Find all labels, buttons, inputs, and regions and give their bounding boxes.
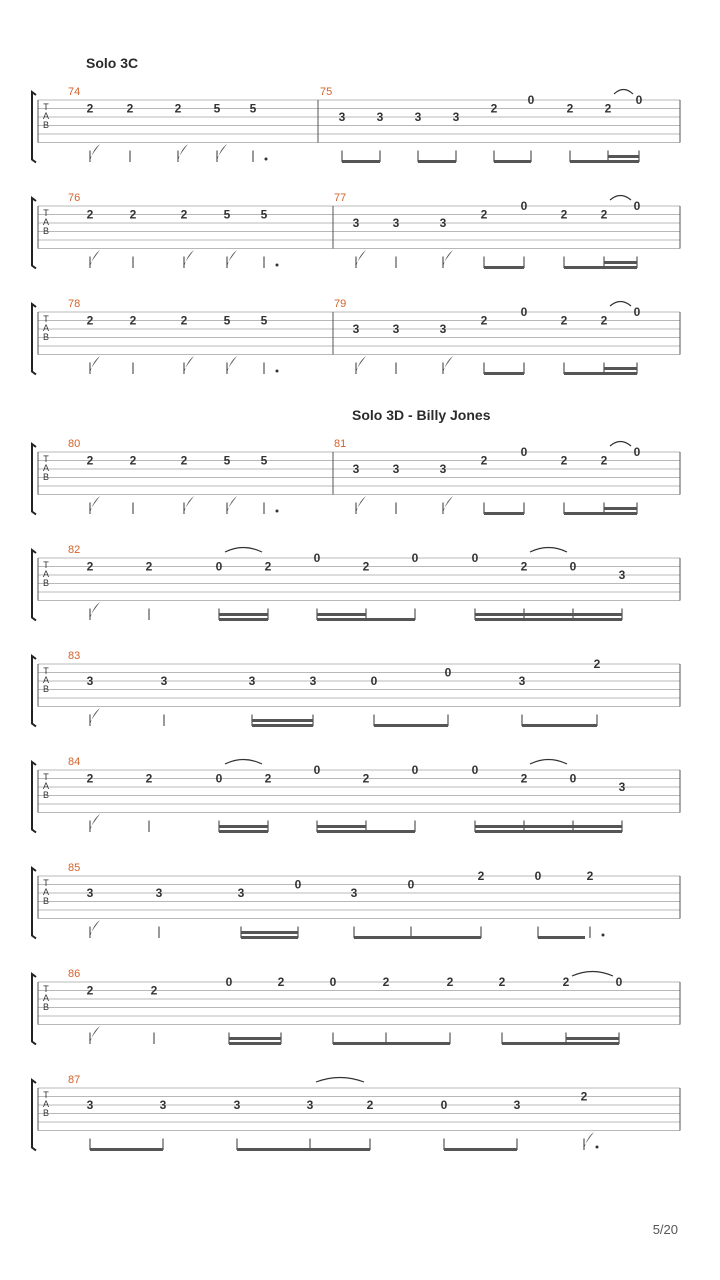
fret-number: 2 bbox=[264, 771, 272, 786]
fret-number: 3 bbox=[86, 674, 94, 688]
fret-number: 3 bbox=[155, 886, 163, 900]
tie-arc bbox=[225, 548, 262, 553]
fret-number: 3 bbox=[618, 780, 626, 794]
fret-number: 0 bbox=[444, 665, 452, 680]
fret-number: 3 bbox=[338, 110, 346, 124]
fret-number: 0 bbox=[520, 445, 528, 459]
note-beam bbox=[570, 160, 639, 163]
tab-clef-letter: T bbox=[43, 102, 49, 112]
tab-clef-letter: A bbox=[42, 887, 50, 897]
note-flag bbox=[90, 920, 100, 938]
fret-number: 3 bbox=[86, 1098, 94, 1112]
fret-number: 2 bbox=[600, 453, 608, 468]
dot bbox=[265, 158, 268, 161]
system-bracket bbox=[32, 198, 36, 269]
fret-number: 2 bbox=[145, 771, 153, 786]
fret-number: 2 bbox=[593, 657, 601, 671]
tie-arc bbox=[614, 90, 633, 95]
note-flag bbox=[356, 250, 366, 268]
tab-clef-letter: A bbox=[42, 675, 50, 685]
note-beam bbox=[219, 613, 268, 616]
system-bracket bbox=[32, 304, 36, 375]
fret-number: 3 bbox=[159, 1098, 167, 1112]
fret-number: 0 bbox=[471, 763, 479, 777]
system-bracket bbox=[32, 550, 36, 621]
measure-number: 82 bbox=[68, 544, 81, 556]
system-bracket bbox=[32, 656, 36, 727]
system-bracket bbox=[32, 1080, 36, 1151]
note-flag bbox=[90, 1026, 100, 1044]
note-beam bbox=[219, 830, 268, 833]
fret-number: 0 bbox=[569, 771, 577, 786]
tie-arc bbox=[610, 302, 631, 307]
section-title-solo-3d: Solo 3D - Billy Jones bbox=[352, 407, 491, 423]
fret-number: 0 bbox=[440, 1098, 448, 1112]
note-flag bbox=[227, 496, 237, 514]
fret-number: 0 bbox=[215, 771, 223, 786]
fret-number: 2 bbox=[480, 313, 488, 328]
fret-number: 0 bbox=[633, 305, 641, 319]
fret-number: 2 bbox=[560, 313, 568, 328]
fret-number: 2 bbox=[604, 101, 612, 116]
note-flag bbox=[184, 356, 194, 374]
fret-number: 3 bbox=[439, 216, 447, 230]
fret-number: 2 bbox=[86, 983, 94, 998]
fret-number: 3 bbox=[237, 886, 245, 900]
note-beam bbox=[484, 266, 524, 269]
fret-number: 3 bbox=[392, 462, 400, 476]
fret-number: 2 bbox=[362, 559, 370, 574]
tab-clef-letter: B bbox=[42, 1002, 50, 1012]
tab-clef-letter: B bbox=[42, 120, 50, 130]
note-beam bbox=[475, 613, 622, 616]
note-flag bbox=[90, 602, 100, 620]
tab-clef-letter: A bbox=[42, 569, 50, 579]
note-beam bbox=[484, 372, 524, 375]
tab-clef-letter: T bbox=[43, 314, 49, 324]
fret-number: 3 bbox=[352, 216, 360, 230]
fret-number: 2 bbox=[129, 453, 137, 468]
fret-number: 2 bbox=[86, 101, 94, 116]
fret-number: 2 bbox=[86, 313, 94, 328]
fret-number: 3 bbox=[452, 110, 460, 124]
fret-number: 0 bbox=[520, 305, 528, 319]
tab-clef-letter: B bbox=[42, 578, 50, 588]
page-indicator: 5/20 bbox=[652, 1222, 678, 1237]
tab-clef-letter: A bbox=[42, 993, 50, 1003]
tab-clef-letter: T bbox=[43, 560, 49, 570]
note-beam bbox=[494, 160, 531, 163]
note-flag bbox=[90, 496, 100, 514]
measure-number: 76 bbox=[68, 192, 81, 204]
fret-number: 2 bbox=[366, 1098, 374, 1112]
dot bbox=[276, 264, 279, 267]
note-flag bbox=[90, 356, 100, 374]
fret-number: 2 bbox=[566, 101, 574, 116]
fret-number: 0 bbox=[615, 975, 623, 989]
fret-number: 2 bbox=[446, 975, 454, 989]
dot bbox=[276, 370, 279, 373]
fret-number: 0 bbox=[313, 763, 321, 777]
fret-number: 0 bbox=[527, 93, 535, 107]
fret-number: 0 bbox=[215, 559, 223, 574]
measure-number: 86 bbox=[68, 968, 81, 980]
fret-number: 3 bbox=[513, 1098, 521, 1112]
fret-number: 2 bbox=[520, 771, 528, 786]
fret-number: 2 bbox=[264, 559, 272, 574]
fret-number: 2 bbox=[480, 207, 488, 222]
fret-number: 3 bbox=[160, 674, 168, 688]
note-beam bbox=[564, 266, 637, 269]
fret-number: 3 bbox=[392, 322, 400, 336]
note-beam bbox=[219, 618, 268, 621]
fret-number: 5 bbox=[223, 207, 231, 222]
measure-number: 83 bbox=[68, 650, 81, 662]
fret-number: 3 bbox=[306, 1098, 314, 1112]
fret-number: 2 bbox=[580, 1089, 588, 1104]
system-bracket bbox=[32, 444, 36, 515]
fret-number: 2 bbox=[174, 101, 182, 116]
fret-number: 2 bbox=[129, 207, 137, 222]
note-beam bbox=[374, 724, 448, 727]
tab-clef-letter: T bbox=[43, 454, 49, 464]
fret-number: 0 bbox=[411, 551, 419, 565]
note-beam bbox=[604, 507, 637, 510]
fret-number: 3 bbox=[86, 886, 94, 900]
fret-number: 0 bbox=[411, 763, 419, 777]
fret-number: 3 bbox=[414, 110, 422, 124]
tab-clef-letter: T bbox=[43, 878, 49, 888]
tab-clef-letter: T bbox=[43, 1090, 49, 1100]
note-beam bbox=[229, 1037, 281, 1040]
measure-number: 84 bbox=[68, 756, 81, 768]
note-flag bbox=[90, 708, 100, 726]
note-beam bbox=[229, 1042, 281, 1045]
note-flag bbox=[178, 144, 188, 162]
note-beam bbox=[317, 613, 366, 616]
note-beam bbox=[604, 261, 637, 264]
note-beam bbox=[475, 830, 622, 833]
measure-number: 79 bbox=[334, 298, 347, 310]
tab-clef-letter: T bbox=[43, 666, 49, 676]
fret-number: 5 bbox=[260, 453, 268, 468]
dot bbox=[602, 934, 605, 937]
fret-number: 0 bbox=[633, 199, 641, 213]
system-bracket bbox=[32, 868, 36, 939]
tab-clef-letter: B bbox=[42, 1108, 50, 1118]
tie-arc bbox=[316, 1078, 364, 1083]
fret-number: 5 bbox=[260, 313, 268, 328]
note-beam bbox=[237, 1148, 370, 1151]
fret-number: 3 bbox=[352, 462, 360, 476]
note-beam bbox=[241, 936, 298, 939]
measure-number: 78 bbox=[68, 298, 81, 310]
note-flag bbox=[356, 356, 366, 374]
measure-number: 81 bbox=[334, 438, 347, 450]
tab-clef-letter: A bbox=[42, 111, 50, 121]
dot bbox=[276, 510, 279, 513]
tab-clef-letter: T bbox=[43, 208, 49, 218]
note-flag bbox=[227, 356, 237, 374]
fret-number: 2 bbox=[560, 453, 568, 468]
tie-arc bbox=[610, 196, 631, 201]
dot bbox=[596, 1146, 599, 1149]
tab-clef-letter: A bbox=[42, 323, 50, 333]
note-beam bbox=[333, 1042, 450, 1045]
note-flag bbox=[90, 250, 100, 268]
section-title-solo-3c: Solo 3C bbox=[86, 55, 139, 71]
note-beam bbox=[538, 936, 585, 939]
note-beam bbox=[354, 936, 481, 939]
note-beam bbox=[502, 1042, 619, 1045]
fret-number: 2 bbox=[180, 453, 188, 468]
fret-number: 2 bbox=[600, 207, 608, 222]
fret-number: 3 bbox=[439, 462, 447, 476]
note-beam bbox=[444, 1148, 517, 1151]
fret-number: 3 bbox=[518, 674, 526, 688]
note-beam bbox=[90, 1148, 163, 1151]
fret-number: 2 bbox=[498, 975, 506, 989]
tie-arc bbox=[530, 548, 567, 553]
measure-number: 80 bbox=[68, 438, 81, 450]
fret-number: 2 bbox=[86, 207, 94, 222]
fret-number: 0 bbox=[534, 869, 542, 883]
fret-number: 3 bbox=[392, 216, 400, 230]
tab-clef-letter: B bbox=[42, 790, 50, 800]
note-flag bbox=[184, 496, 194, 514]
fret-number: 0 bbox=[370, 674, 378, 688]
tab-clef-letter: B bbox=[42, 684, 50, 694]
fret-number: 2 bbox=[560, 207, 568, 222]
fret-number: 2 bbox=[477, 869, 485, 883]
fret-number: 2 bbox=[562, 975, 570, 989]
note-flag bbox=[227, 250, 237, 268]
note-beam bbox=[418, 160, 456, 163]
tab-clef-letter: B bbox=[42, 226, 50, 236]
fret-number: 5 bbox=[213, 101, 221, 116]
tab-clef-letter: A bbox=[42, 1099, 50, 1109]
fret-number: 2 bbox=[600, 313, 608, 328]
fret-number: 5 bbox=[223, 313, 231, 328]
tab-clef-letter: B bbox=[42, 472, 50, 482]
system-bracket bbox=[32, 762, 36, 833]
fret-number: 2 bbox=[129, 313, 137, 328]
tab-clef-letter: B bbox=[42, 896, 50, 906]
measure-number: 74 bbox=[68, 86, 81, 98]
measure-number: 77 bbox=[334, 192, 347, 204]
note-beam bbox=[317, 830, 415, 833]
fret-number: 2 bbox=[490, 101, 498, 116]
tab-clef-letter: T bbox=[43, 772, 49, 782]
fret-number: 0 bbox=[633, 445, 641, 459]
fret-number: 2 bbox=[150, 983, 158, 998]
fret-number: 3 bbox=[350, 886, 358, 900]
note-flag bbox=[443, 496, 453, 514]
fret-number: 5 bbox=[249, 101, 257, 116]
note-flag bbox=[217, 144, 227, 162]
fret-number: 0 bbox=[569, 559, 577, 574]
tab-clef-letter: T bbox=[43, 984, 49, 994]
note-flag bbox=[356, 496, 366, 514]
system-bracket bbox=[32, 974, 36, 1045]
fret-number: 2 bbox=[277, 975, 285, 989]
tie-arc bbox=[610, 442, 631, 447]
tab-clef-letter: B bbox=[42, 332, 50, 342]
tie-arc bbox=[572, 972, 613, 977]
fret-number: 0 bbox=[635, 93, 643, 107]
fret-number: 0 bbox=[313, 551, 321, 565]
tie-arc bbox=[225, 760, 262, 765]
fret-number: 3 bbox=[439, 322, 447, 336]
note-beam bbox=[564, 512, 637, 515]
fret-number: 2 bbox=[520, 559, 528, 574]
fret-number: 2 bbox=[126, 101, 134, 116]
fret-number: 2 bbox=[86, 771, 94, 786]
note-flag bbox=[584, 1132, 594, 1150]
measure-number: 85 bbox=[68, 862, 81, 874]
note-beam bbox=[608, 155, 639, 158]
fret-number: 2 bbox=[480, 453, 488, 468]
note-beam bbox=[317, 618, 415, 621]
fret-number: 5 bbox=[260, 207, 268, 222]
note-beam bbox=[566, 1037, 619, 1040]
note-beam bbox=[484, 512, 524, 515]
tab-clef-letter: A bbox=[42, 781, 50, 791]
note-beam bbox=[241, 931, 298, 934]
fret-number: 0 bbox=[225, 975, 233, 989]
fret-number: 0 bbox=[520, 199, 528, 213]
note-flag bbox=[90, 144, 100, 162]
fret-number: 0 bbox=[329, 975, 337, 989]
fret-number: 3 bbox=[233, 1098, 241, 1112]
fret-number: 5 bbox=[223, 453, 231, 468]
note-flag bbox=[90, 814, 100, 832]
note-beam bbox=[342, 160, 380, 163]
fret-number: 0 bbox=[294, 877, 302, 892]
note-flag bbox=[184, 250, 194, 268]
fret-number: 3 bbox=[352, 322, 360, 336]
note-beam bbox=[522, 724, 597, 727]
note-beam bbox=[252, 724, 313, 727]
fret-number: 2 bbox=[145, 559, 153, 574]
fret-number: 2 bbox=[180, 207, 188, 222]
tab-clef-letter: A bbox=[42, 463, 50, 473]
measure-number: 87 bbox=[68, 1074, 81, 1086]
tie-arc bbox=[530, 760, 567, 765]
note-beam bbox=[475, 825, 622, 828]
fret-number: 2 bbox=[382, 975, 390, 989]
fret-number: 2 bbox=[86, 559, 94, 574]
note-beam bbox=[475, 618, 622, 621]
fret-number: 3 bbox=[618, 568, 626, 582]
note-beam bbox=[219, 825, 268, 828]
fret-number: 2 bbox=[180, 313, 188, 328]
fret-number: 3 bbox=[376, 110, 384, 124]
fret-number: 2 bbox=[586, 869, 594, 883]
tab-clef-letter: A bbox=[42, 217, 50, 227]
note-beam bbox=[604, 367, 637, 370]
note-flag bbox=[443, 250, 453, 268]
system-bracket bbox=[32, 92, 36, 163]
fret-number: 3 bbox=[248, 674, 256, 688]
note-flag bbox=[443, 356, 453, 374]
note-beam bbox=[317, 825, 366, 828]
measure-number: 75 bbox=[320, 86, 333, 98]
fret-number: 3 bbox=[309, 674, 317, 688]
fret-number: 0 bbox=[471, 551, 479, 565]
fret-number: 2 bbox=[86, 453, 94, 468]
note-beam bbox=[252, 719, 313, 722]
fret-number: 2 bbox=[362, 771, 370, 786]
note-beam bbox=[564, 372, 637, 375]
fret-number: 0 bbox=[407, 877, 415, 892]
